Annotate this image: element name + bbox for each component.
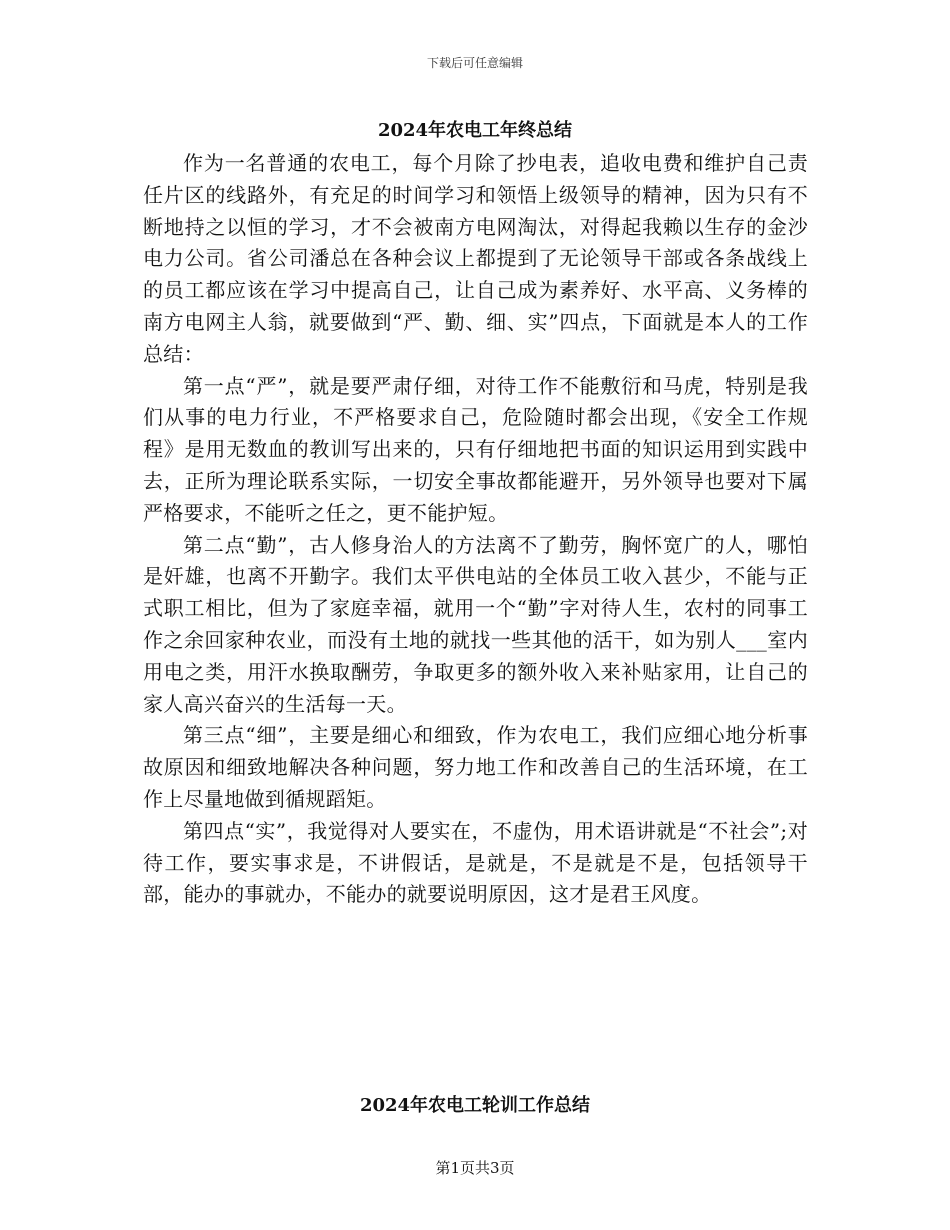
next-document-title: 2024年农电工轮训工作总结	[359, 1095, 591, 1116]
document-body	[143, 148, 808, 911]
page-number: 第1页共3页	[435, 1159, 515, 1177]
paragraph-point-careful: 第三点“细”，主要是细心和细致，作为农电工，我们应细心地分析事故原因和细致地解决各种问题，努力地工作和改善自己的生活环境，在工作上尽量地做到循规蹈矩。	[143, 723, 808, 811]
page-header-note: 下载后可任意编辑	[426, 56, 523, 70]
paragraph-point-strict: 第一点“严”，就是要严肃仔细，对待工作不能敷衍和马虎，特别是我们从事的电力行业，不严格要求自己，危险随时都会出现，《安全工作规程》是用无数血的教训写出来的，只有仔细地把书面的知识运用到实践中去，正所为理论联系实际，一切安全事故都能避开，另外领导也要对下属严格要求，不能听之任之，更不能护短。	[143, 373, 808, 525]
document-title: 2024年农电工年终总结	[377, 120, 573, 141]
paragraph-point-diligent: 第二点“勤”，古人修身治人的方法离不了勤劳，胸怀宽广的人，哪怕是奸雄，也离不开勤字。我们太平供电站的全体员工收入甚少，不能与正式职工相比，但为了家庭幸福，就用一个“勤”字对待人生，农村的同事工作之余回家种农业，而没有土地的就找一些其他的活干，如为别人___室内用电之类，用汗水换取酬劳，争取更多的额外收入来补贴家用，让自己的家人高兴奋兴的生活每一天。	[143, 532, 808, 716]
paragraph-point-honest: 第四点“实”，我觉得对人要实在，不虚伪，用术语讲就是“不社会”;对待工作，要实事求是，不讲假话，是就是，不是就是不是，包括领导干部，能办的事就办，不能办的就要说明原因，这才是君王风度。	[143, 818, 808, 907]
paragraph-intro: 作为一名普通的农电工，每个月除了抄电表，追收电费和维护自己责任片区的线路外，有充足的时间学习和领悟上级领导的精神，因为只有不断地持之以恒的学习，才不会被南方电网淘汰，对得起我赖以生存的金沙电力公司。省公司潘总在各种会议上都提到了无论领导干部或各条战线上的员工都应该在学习中提高自己，让自己成为素养好、水平高、义务棒的南方电网主人翁，就要做到“严、勤、细、实”四点，下面就是本人的工作总结：	[143, 151, 808, 366]
